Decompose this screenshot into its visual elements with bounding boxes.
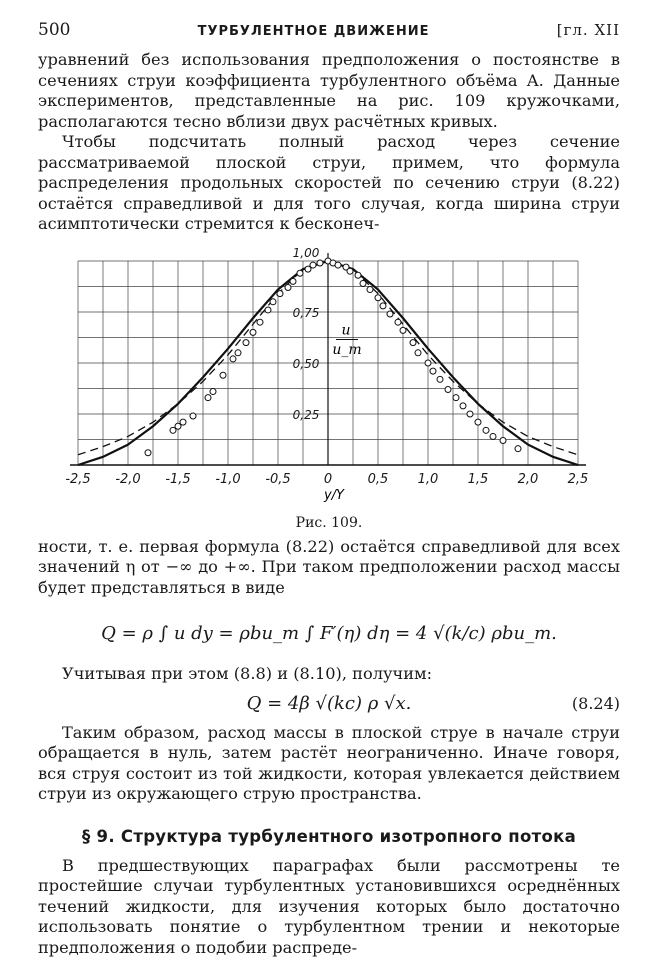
page-header	[38, 20, 620, 50]
data-point-circle	[387, 311, 393, 317]
x-tick-label: -2,0	[115, 472, 140, 487]
paragraph-1: уравнений без использования предположения о постоянстве в сечениях струи коэффициента турбулентного объёма A. Данные экспериментов, представленные на рис. 109 кружочками, располагаются тесно вблизи двух расчётных кривых.	[38, 50, 620, 132]
data-point-circle	[270, 298, 276, 304]
paragraph-5: Таким образом, расход массы в плоской струе в начале струи обращается в нуль, затем растёт неограниченно. Иначе говоря, вся струя состоит из той жидкости, которая увлекается действием струи из окружающего струю пространства.	[38, 723, 620, 805]
data-point-circle	[453, 394, 459, 400]
data-point-circle	[220, 372, 226, 378]
data-point-circle	[180, 419, 186, 425]
x-tick-label: 2,0	[518, 472, 539, 487]
section-title: § 9. Структура турбулентного изотропного потока	[38, 827, 620, 846]
data-point-circle	[190, 413, 196, 419]
data-point-circle	[483, 427, 489, 433]
data-point-circle	[410, 339, 416, 345]
page-number: 500	[38, 20, 70, 40]
data-point-circle	[257, 319, 263, 325]
x-tick-label: 0	[324, 472, 332, 487]
data-point-circle	[467, 411, 473, 417]
data-point-circle	[277, 290, 283, 296]
data-point-circle	[367, 286, 373, 292]
data-point-circle	[335, 262, 341, 268]
y-tick-label: 1,00	[293, 246, 320, 260]
data-point-circle	[297, 270, 303, 276]
x-axis-label: y/Y	[323, 488, 345, 503]
equation-8-24	[38, 685, 620, 723]
data-point-circle	[475, 419, 481, 425]
y-axis-label-denominator: u_m	[332, 341, 361, 357]
data-point-circle	[400, 327, 406, 333]
data-point-circle	[445, 386, 451, 392]
data-point-circle	[490, 433, 496, 439]
x-tick-label: 2,5	[568, 472, 589, 487]
data-point-circle	[305, 266, 311, 272]
chapter-label: [гл. XII	[557, 21, 620, 39]
data-point-circle	[380, 302, 386, 308]
book-page	[38, 20, 620, 958]
paragraph-6: В предшествующих параграфах были рассмотрены те простейшие случаи турбулентных установившихся осреднённых течений жидкости, для изучения которых было достаточно использовать понятие о турбулентном трении и некоторые предположения о подобии распреде-	[38, 856, 620, 958]
data-point-circle	[415, 349, 421, 355]
data-point-circle	[347, 268, 353, 274]
data-point-circle	[205, 394, 211, 400]
data-point-circle	[375, 294, 381, 300]
x-tick-label: -0,5	[265, 472, 290, 487]
data-point-circle	[175, 423, 181, 429]
figure-caption: Рис. 109.	[38, 515, 620, 531]
x-tick-label: 0,5	[368, 472, 389, 487]
data-point-circle	[460, 402, 466, 408]
y-tick-label: 0,50	[293, 357, 320, 371]
data-point-circle	[395, 319, 401, 325]
data-point-circle	[145, 449, 151, 455]
data-point-circle	[317, 260, 323, 266]
data-point-circle	[235, 349, 241, 355]
running-title: ТУРБУЛЕНТНОЕ ДВИЖЕНИЕ	[198, 24, 430, 39]
x-tick-label: -1,0	[215, 472, 240, 487]
data-point-circle	[430, 368, 436, 374]
data-point-circle	[290, 278, 296, 284]
data-point-circle	[500, 437, 506, 443]
data-point-circle	[170, 427, 176, 433]
x-tick-label: 1,5	[468, 472, 489, 487]
equation-2: Q = 4β √(kc) ρ √x.	[247, 693, 412, 714]
data-point-circle	[360, 280, 366, 286]
data-point-circle	[425, 360, 431, 366]
data-point-circle	[243, 339, 249, 345]
equation-number: (8.24)	[572, 685, 620, 723]
x-tick-label: -1,5	[165, 472, 190, 487]
data-point-circle	[437, 376, 443, 382]
data-point-circle	[355, 272, 361, 278]
data-point-circle	[230, 355, 236, 361]
equation-mass-flow	[38, 604, 620, 664]
velocity-profile-chart	[38, 243, 620, 513]
data-point-circle	[210, 388, 216, 394]
y-axis-label-numerator: u	[341, 322, 350, 338]
y-tick-label: 0,25	[293, 408, 320, 422]
paragraph-2: Чтобы подсчитать полный расход через сечение рассматриваемой плоской струи, примем, что формула распределения продольных скоростей по сечению струи (8.22) остаётся справедливой и для того случая, когда ширина струи асимптотически стремится к бесконеч-	[38, 132, 620, 235]
data-point-circle	[265, 306, 271, 312]
data-point-circle	[515, 445, 521, 451]
paragraph-3: ности, т. е. первая формула (8.22) остаётся справедливой для всех значений η от −∞ до +∞. При таком предположении расход массы будет представляться в виде	[38, 537, 620, 599]
data-point-circle	[250, 329, 256, 335]
figure-109	[38, 243, 620, 533]
x-tick-label: 1,0	[418, 472, 439, 487]
data-point-circle	[310, 262, 316, 268]
y-tick-label: 0,75	[293, 306, 320, 320]
data-point-circle	[285, 284, 291, 290]
paragraph-4: Учитывая при этом (8.8) и (8.10), получим:	[38, 664, 620, 685]
equation-1: Q = ρ ∫ u dy = ρbu_m ∫ F′(η) dη = 4 √(k/c) ρbu_m.	[101, 623, 557, 644]
x-tick-label: -2,5	[65, 472, 90, 487]
